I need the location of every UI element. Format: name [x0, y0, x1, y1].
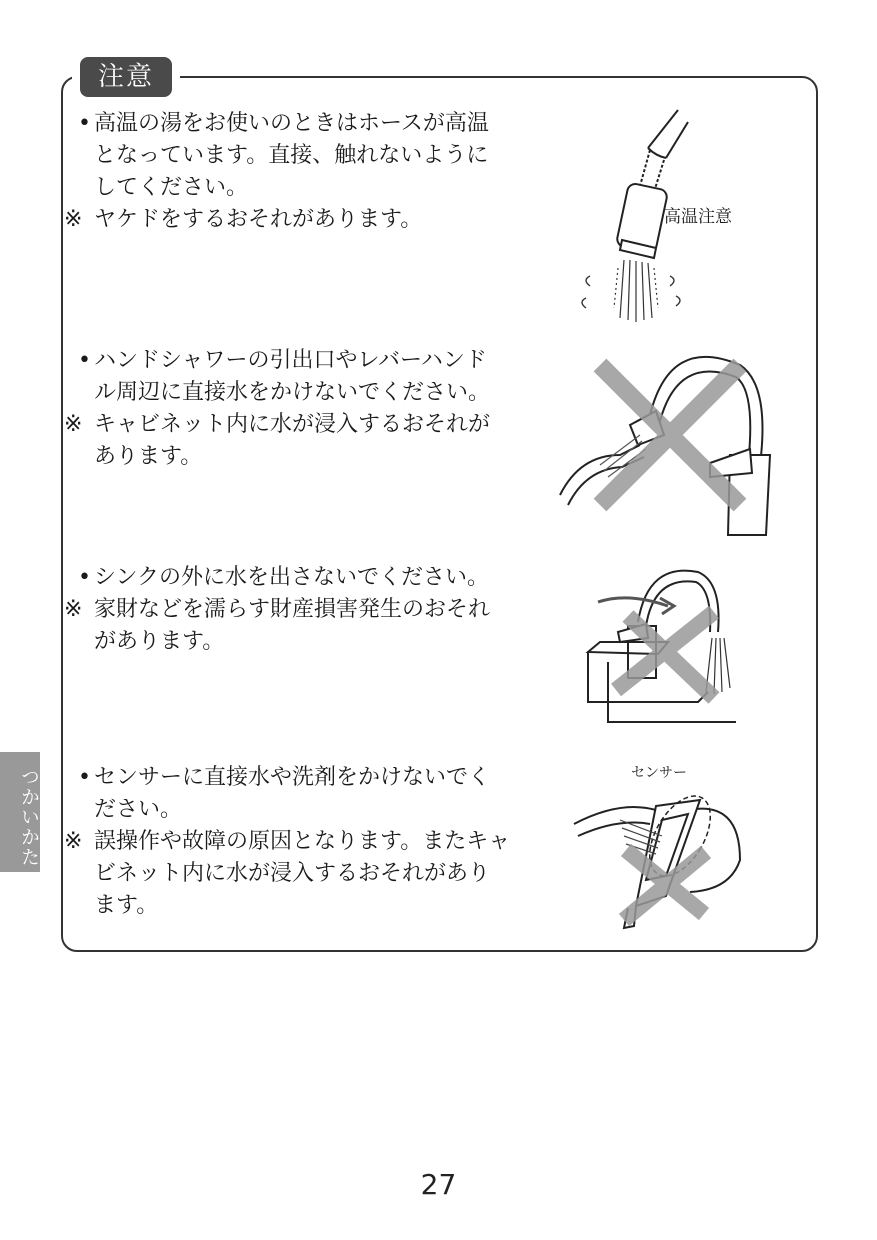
hot-caution-label: 高温注意	[664, 207, 732, 227]
water-outside-sink-prohibited-illustration	[588, 562, 738, 730]
caution-item-sensor: • センサーに直接水や洗剤をかけないでく ださい。 ※ 誤操作や故障の原因となります。またキャ ビネット内に水が浸入するおそれがあり ます。	[64, 762, 524, 922]
sensor-splash-prohibited-illustration	[570, 780, 750, 932]
caution-item-splash-lever: • ハンドシャワーの引出口やレバーハンド ル周辺に直接水をかけないでください。 ※ キャビネット内に水が浸入するおそれが あります。	[64, 345, 524, 473]
caution-title: 注意	[80, 57, 172, 97]
caution-item-outside-sink: • シンクの外に水を出さないでください。 ※ 家財などを濡らす財産損害発生のおそれ があります。	[64, 562, 524, 658]
section-side-tab: つかいかた	[0, 752, 40, 872]
caution-item-hot-hose: • 高温の湯をお使いのときはホースが高温 となっています。直接、触れないように してください。 ※ ヤケドをするおそれがあります。	[64, 108, 524, 236]
sensor-label: センサー	[631, 765, 687, 781]
page-number: 27	[420, 1168, 457, 1201]
faucet-splash-prohibited-illustration	[560, 345, 775, 545]
